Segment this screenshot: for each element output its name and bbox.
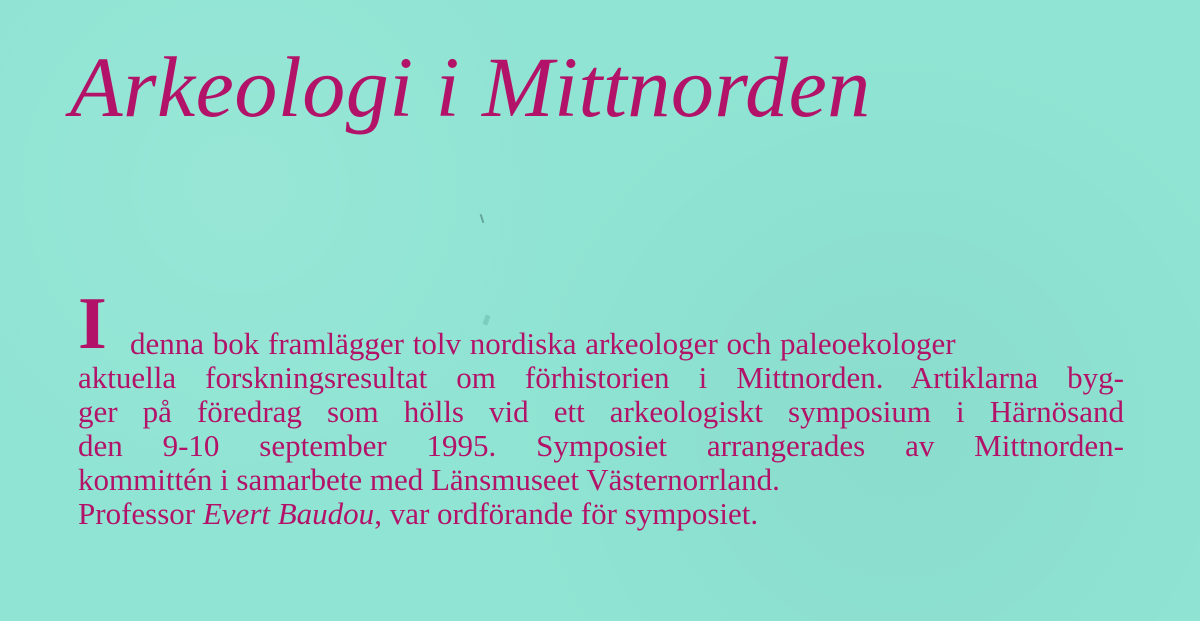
text-line: ger på föredrag som hölls vid ett arkeologiskt symposium i Härnösand <box>78 394 1124 429</box>
description-text <box>78 283 1128 531</box>
cover-title: Arkeologi i Mittnorden <box>70 39 871 135</box>
text-line: denna bok framlägger tolv nordiska arkeologer och paleoekologer <box>130 326 956 361</box>
text-fragment: , var ordförande för symposiet. <box>374 496 759 531</box>
paper-speck <box>482 314 490 325</box>
text-line: aktuella forskningsresultat om förhistorien i Mittnorden. Artiklarna byg- <box>78 360 1124 395</box>
drop-cap: I <box>78 283 107 365</box>
text-fragment: Professor <box>78 496 203 531</box>
text-line: kommittén i samarbete med Länsmuseet Västernorrland. <box>78 462 780 497</box>
paper-speck <box>480 214 485 223</box>
text-line <box>78 497 1128 531</box>
text-line: den 9-10 september 1995. Symposiet arrangerades av Mittnorden- <box>78 428 1124 463</box>
chair-name: Evert Baudou <box>202 496 375 531</box>
